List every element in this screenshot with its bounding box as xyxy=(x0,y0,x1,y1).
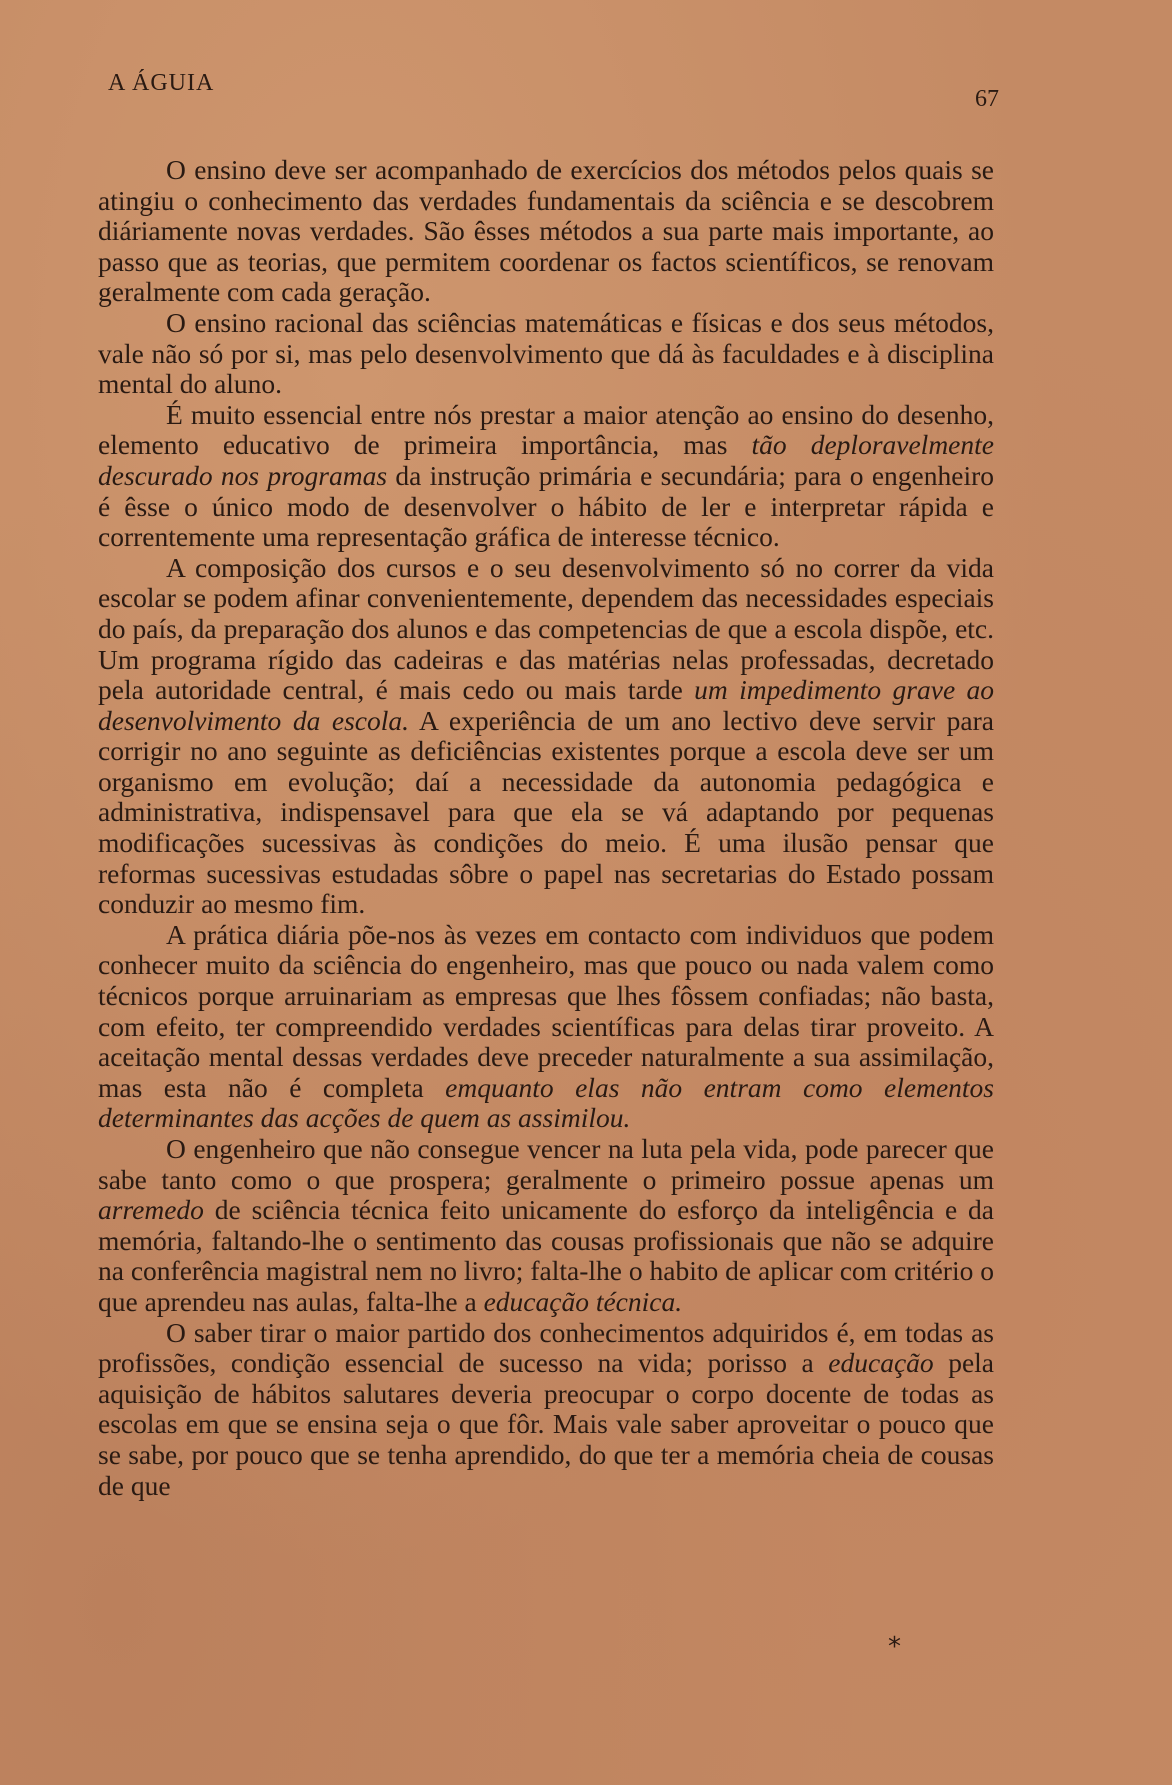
text-run: A composição dos cursos e o seu desenvolvimento só no correr da vida escolar se podem afinar convenientemente, dependem das necessidades especiais do país, da preparação dos alunos e das competencias de que a escola dispõe, etc. Um programa rígido das cadeiras e das matérias nelas professadas, decretado pela autoridade central, é mais cedo ou mais tarde xyxy=(98,551,994,706)
text-run: pela aquisição de hábitos salutares deveria preocupar o corpo docente de todas as escolas em que se ensina seja o que fôr. Mais vale saber aproveitar o pouco que se sabe, por pouco que se tenha aprendido, do que ter a memória cheia de cousas de que xyxy=(98,1347,994,1501)
italic-run: um impedimento grave ao desenvolvimento da escola. xyxy=(98,674,995,736)
text-run: de sciência técnica feito unicamente do esforço da inteligência e da memória, faltando-lhe o sentimento das cousas profissionais que não se adquire na conferência magistral nem no livro; falta-lhe o habito de aplicar com critério o que aprendeu nas aulas, falta-lhe a xyxy=(98,1194,994,1317)
text-run: O engenheiro que não consegue vencer na luta pela vida, pode parecer que sabe tanto como o que prospera; geralmente o primeiro possue apenas um xyxy=(98,1133,994,1195)
paragraph xyxy=(98,553,994,920)
page-number: 67 xyxy=(975,86,999,112)
paragraph xyxy=(98,1318,994,1502)
italic-run: tão deploravelmente descurado nos programas xyxy=(98,429,994,491)
page-body xyxy=(98,155,994,1501)
italic-run: educação xyxy=(828,1347,934,1379)
paragraph xyxy=(98,1134,994,1318)
paragraph xyxy=(98,400,994,553)
text-run: O ensino racional das sciências matemáticas e físicas e dos seus métodos, vale não só por si, mas pelo desenvolvimento que dá às faculdades e à disciplina mental do aluno. xyxy=(98,306,994,400)
paragraph xyxy=(98,155,994,308)
paragraph xyxy=(98,308,994,400)
text-run: O ensino deve ser acompanhado de exercícios dos métodos pelos quais se atingiu o conhecimento das verdades fundamentais da sciência e se descobrem diáriamente novas verdades. São êsses métodos a sua parte mais importante, ao passo que as teorias, que permitem coordenar os factos scientíficos, se renovam geralmente com cada geração. xyxy=(98,154,994,308)
text-run: da instrução primária e secundária; para o engenheiro é êsse o único modo de desenvolver o hábito de ler e interpretar rápida e correntemente uma representação gráfica de interesse técnico. xyxy=(98,459,994,553)
italic-run: emquanto elas não entram como elementos determinantes das acções de quem as assimilou. xyxy=(98,1071,994,1134)
italic-run: arremedo xyxy=(98,1194,204,1226)
text-run: A experiência de um ano lectivo deve servir para corrigir no ano seguinte as deficiências existentes porque a escola deve ser um organismo em evolução; daí a necessidade da autonomia pedagógica e administrativa, indispensavel para que ela se vá adaptando por pequenas modificações sucessivas às condições do meio. É uma ilusão pensar que reformas sucessivas estudadas sôbre o papel nas secretarias do Estado possam conduzir ao mesmo fim. xyxy=(98,704,994,920)
text-run: A prática diária põe-nos às vezes em contacto com individuos que podem conhecer muito da sciência do engenheiro, mas que pouco ou nada valem como técnicos porque arruinariam as empresas que lhes fôssem confiadas; não basta, com efeito, ter compreendido verdades scientíficas para delas tirar proveito. A aceitação mental dessas verdades deve preceder naturalmente a sua assimilação, mas esta não é completa xyxy=(98,918,994,1103)
paragraph xyxy=(98,920,994,1134)
text-run: É muito essencial entre nós prestar a maior atenção ao ensino do desenho, elemento educativo de primeira importância, mas xyxy=(98,398,994,461)
running-title: A ÁGUIA xyxy=(108,70,215,96)
text-run: O saber tirar o maior partido dos conhecimentos adquiridos é, em todas as profissões, condição essencial de sucesso na vida; porisso a xyxy=(98,1316,994,1379)
italic-run: educação técnica. xyxy=(483,1285,683,1317)
asterisk-mark: * xyxy=(888,1632,901,1662)
